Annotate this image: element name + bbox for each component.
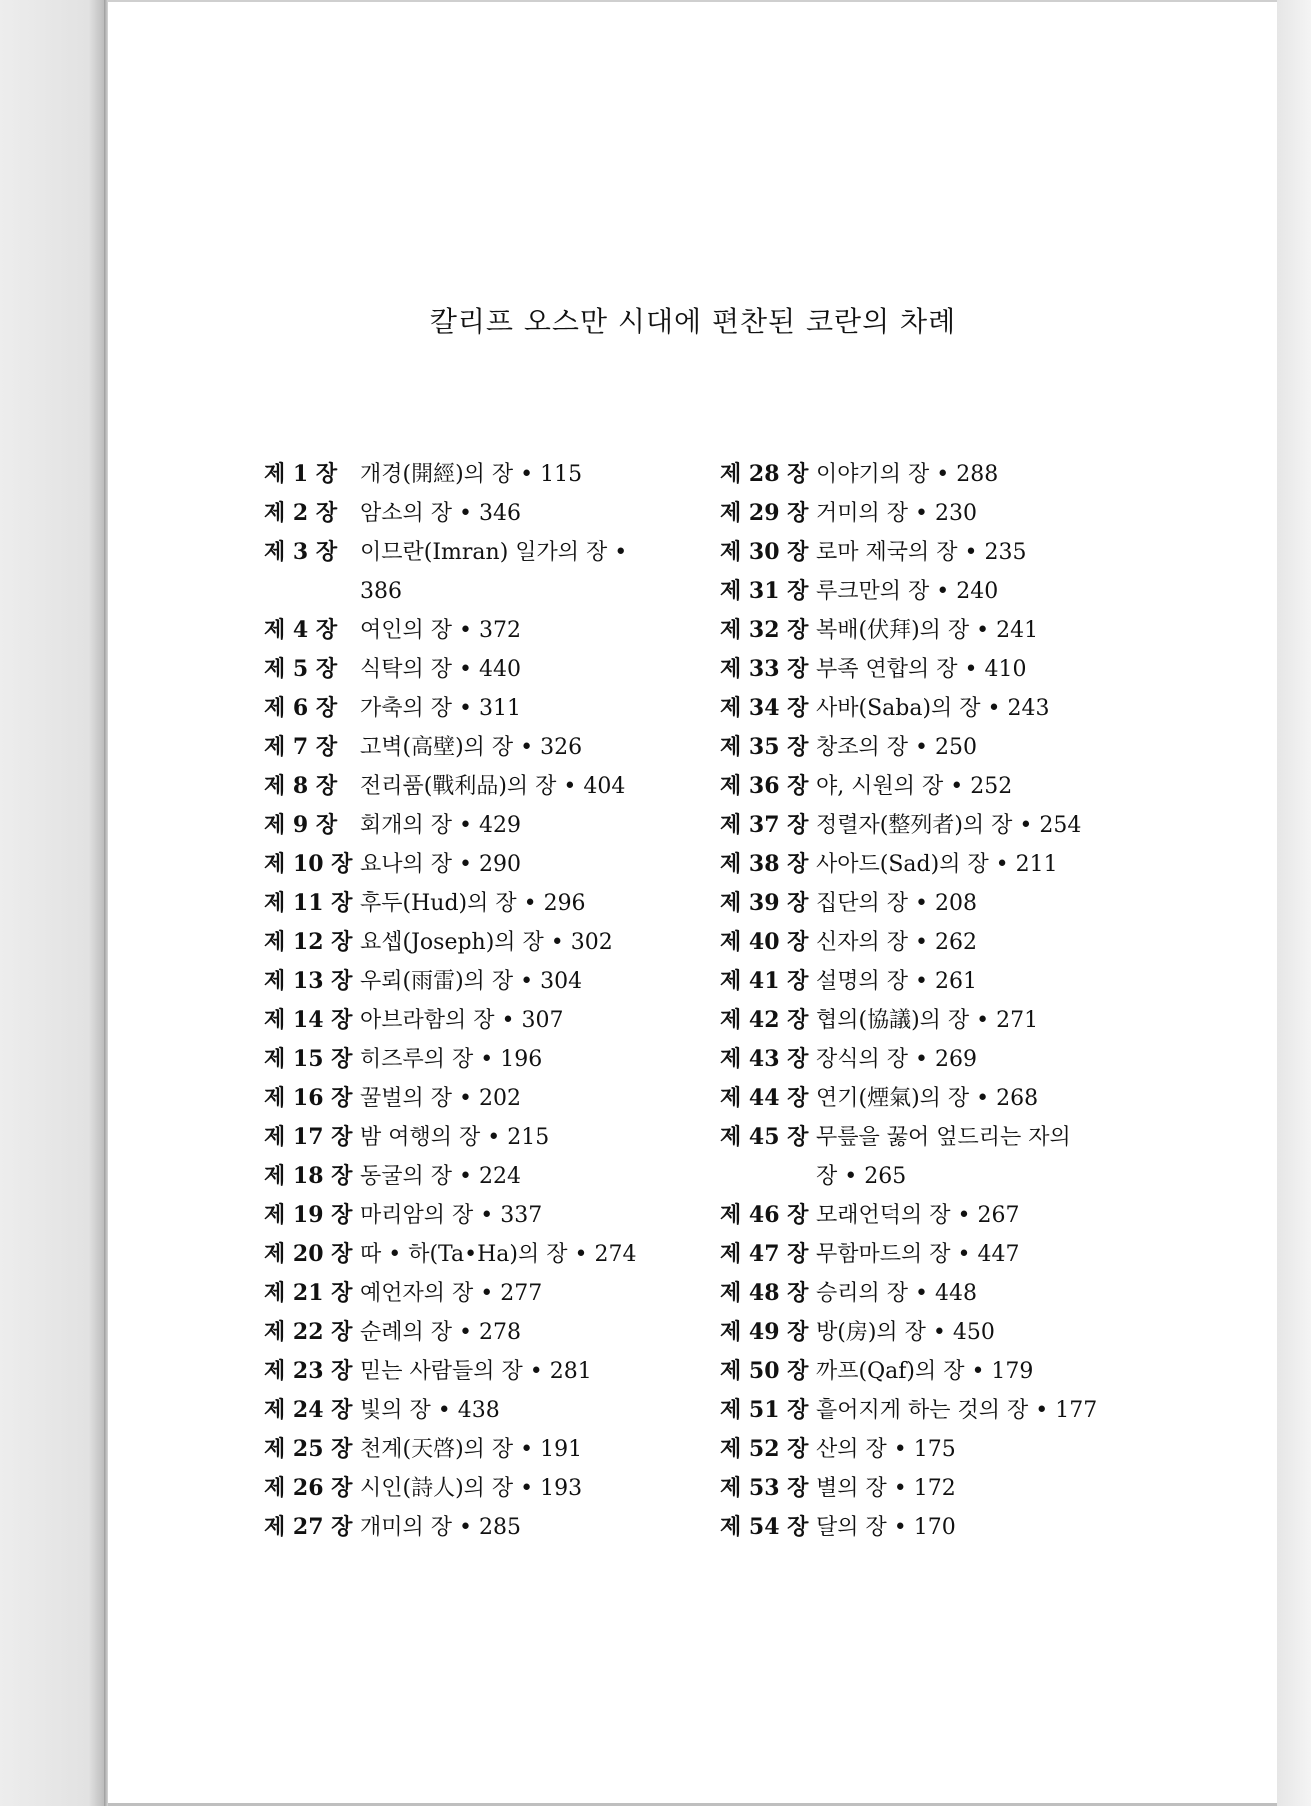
chapter-title: 루크만의 장 • 240 xyxy=(816,579,999,604)
toc-entry xyxy=(720,884,1140,923)
chapter-number: 제 33 장 xyxy=(720,656,809,682)
chapter-title: 야, 시원의 장 • 252 xyxy=(816,774,1013,799)
chapter-number: 제 16 장 xyxy=(264,1085,353,1111)
toc-entry xyxy=(264,1157,714,1196)
chapter-number: 제 4 장 xyxy=(264,617,338,643)
toc-entry xyxy=(720,455,1140,494)
toc-entry xyxy=(720,767,1140,806)
chapter-number: 제 43 장 xyxy=(720,1046,809,1072)
chapter-title: 사아드(Sad)의 장 • 211 xyxy=(816,852,1058,877)
chapter-title: 우뢰(雨雷)의 장 • 304 xyxy=(360,969,583,994)
chapter-title: 시인(詩人)의 장 • 193 xyxy=(360,1476,583,1501)
chapter-title: 로마 제국의 장 • 235 xyxy=(816,540,1027,565)
chapter-title: 승리의 장 • 448 xyxy=(816,1281,977,1306)
chapter-number: 제 48 장 xyxy=(720,1280,809,1306)
toc-entry xyxy=(264,533,714,572)
chapter-title: 식탁의 장 • 440 xyxy=(360,657,521,682)
chapter-title: 마리암의 장 • 337 xyxy=(360,1203,543,1228)
toc-entry xyxy=(720,1040,1140,1079)
toc-entry xyxy=(264,455,714,494)
chapter-number: 제 26 장 xyxy=(264,1475,353,1501)
chapter-number: 제 52 장 xyxy=(720,1436,809,1462)
toc-entry xyxy=(264,923,714,962)
toc-entry xyxy=(720,1001,1140,1040)
toc-entry xyxy=(264,689,714,728)
toc-entry xyxy=(264,884,714,923)
chapter-number: 제 54 장 xyxy=(720,1514,809,1540)
toc-left-column xyxy=(264,455,714,1547)
chapter-title: 정렬자(整列者)의 장 • 254 xyxy=(816,813,1082,838)
chapter-title: 요셉(Joseph)의 장 • 302 xyxy=(360,930,613,955)
toc-entry xyxy=(264,728,714,767)
chapter-number: 제 23 장 xyxy=(264,1358,353,1384)
chapter-title: 창조의 장 • 250 xyxy=(816,735,977,760)
toc-entry xyxy=(720,650,1140,689)
chapter-title: 복배(伏拜)의 장 • 241 xyxy=(816,618,1039,643)
chapter-number: 제 11 장 xyxy=(264,890,353,916)
toc-entry xyxy=(720,611,1140,650)
chapter-title: 부족 연합의 장 • 410 xyxy=(816,657,1027,682)
toc-entry xyxy=(720,1313,1140,1352)
chapter-number: 제 53 장 xyxy=(720,1475,809,1501)
chapter-title: 모래언덕의 장 • 267 xyxy=(816,1203,1020,1228)
chapter-title: 사바(Saba)의 장 • 243 xyxy=(816,696,1050,721)
chapter-number: 제 42 장 xyxy=(720,1007,809,1033)
toc-entry xyxy=(264,962,714,1001)
toc-entry xyxy=(264,1391,714,1430)
toc-entry xyxy=(720,728,1140,767)
chapter-number: 제 6 장 xyxy=(264,695,338,721)
chapter-number: 제 44 장 xyxy=(720,1085,809,1111)
chapter-title: 히즈루의 장 • 196 xyxy=(360,1047,543,1072)
chapter-title: 믿는 사람들의 장 • 281 xyxy=(360,1359,592,1384)
chapter-title: 예언자의 장 • 277 xyxy=(360,1281,543,1306)
toc-entry xyxy=(264,1508,714,1547)
page-title: 칼리프 오스만 시대에 편찬된 코란의 차례 xyxy=(429,305,957,338)
chapter-number: 제 10 장 xyxy=(264,851,353,877)
chapter-title: 무릎을 꿇어 엎드리는 자의 xyxy=(816,1125,1071,1150)
toc-entry xyxy=(720,962,1140,1001)
chapter-title: 장식의 장 • 269 xyxy=(816,1047,977,1072)
chapter-number: 제 37 장 xyxy=(720,812,809,838)
chapter-title: 이야기의 장 • 288 xyxy=(816,462,999,487)
toc-entry xyxy=(264,1196,714,1235)
toc-entry xyxy=(720,1079,1140,1118)
chapter-number: 제 24 장 xyxy=(264,1397,353,1423)
chapter-title: 밤 여행의 장 • 215 xyxy=(360,1125,550,1150)
chapter-number: 제 47 장 xyxy=(720,1241,809,1267)
toc-entry xyxy=(720,533,1140,572)
chapter-title: 따 • 하(Ta•Ha)의 장 • 274 xyxy=(360,1242,637,1267)
toc-entry xyxy=(264,806,714,845)
chapter-title: 흩어지게 하는 것의 장 • 177 xyxy=(816,1398,1098,1423)
toc-entry xyxy=(264,611,714,650)
chapter-title-continued: 386 xyxy=(360,579,402,604)
toc-entry xyxy=(264,1352,714,1391)
chapter-number: 제 36 장 xyxy=(720,773,809,799)
chapter-number: 제 39 장 xyxy=(720,890,809,916)
chapter-title: 설명의 장 • 261 xyxy=(816,969,977,994)
toc-entry xyxy=(264,1079,714,1118)
toc-entry xyxy=(720,1196,1140,1235)
chapter-number: 제 13 장 xyxy=(264,968,353,994)
toc-entry xyxy=(720,1430,1140,1469)
right-page-shadow xyxy=(1277,0,1311,1806)
chapter-number: 제 45 장 xyxy=(720,1124,809,1150)
chapter-number: 제 19 장 xyxy=(264,1202,353,1228)
chapter-title: 무함마드의 장 • 447 xyxy=(816,1242,1020,1267)
chapter-title: 꿀벌의 장 • 202 xyxy=(360,1086,521,1111)
chapter-title: 신자의 장 • 262 xyxy=(816,930,977,955)
chapter-number: 제 12 장 xyxy=(264,929,353,955)
chapter-number: 제 31 장 xyxy=(720,578,809,604)
chapter-number: 제 22 장 xyxy=(264,1319,353,1345)
chapter-number: 제 2 장 xyxy=(264,500,338,526)
chapter-title: 동굴의 장 • 224 xyxy=(360,1164,521,1189)
chapter-number: 제 49 장 xyxy=(720,1319,809,1345)
toc-entry xyxy=(720,923,1140,962)
chapter-number: 제 21 장 xyxy=(264,1280,353,1306)
chapter-number: 제 25 장 xyxy=(264,1436,353,1462)
toc-entry xyxy=(264,767,714,806)
page-top-border xyxy=(108,0,1278,2)
chapter-number: 제 28 장 xyxy=(720,461,809,487)
chapter-number: 제 50 장 xyxy=(720,1358,809,1384)
toc-entry xyxy=(264,1469,714,1508)
toc-entry xyxy=(720,1118,1140,1157)
chapter-title: 개경(開經)의 장 • 115 xyxy=(360,462,583,487)
toc-entry xyxy=(264,1274,714,1313)
chapter-title: 개미의 장 • 285 xyxy=(360,1515,521,1540)
chapter-title: 연기(煙氣)의 장 • 268 xyxy=(816,1086,1039,1111)
toc-entry xyxy=(264,1430,714,1469)
chapter-number: 제 46 장 xyxy=(720,1202,809,1228)
chapter-number: 제 3 장 xyxy=(264,539,338,565)
chapter-title: 요나의 장 • 290 xyxy=(360,852,521,877)
chapter-title: 빛의 장 • 438 xyxy=(360,1398,500,1423)
left-page-shadow xyxy=(0,0,104,1806)
page-edge xyxy=(104,0,108,1806)
chapter-title: 거미의 장 • 230 xyxy=(816,501,977,526)
toc-entry xyxy=(264,1040,714,1079)
chapter-number: 제 38 장 xyxy=(720,851,809,877)
chapter-number: 제 34 장 xyxy=(720,695,809,721)
chapter-title: 산의 장 • 175 xyxy=(816,1437,956,1462)
chapter-number: 제 27 장 xyxy=(264,1514,353,1540)
toc-entry xyxy=(264,650,714,689)
toc-entry xyxy=(720,1274,1140,1313)
toc-entry xyxy=(720,572,1140,611)
chapter-title: 달의 장 • 170 xyxy=(816,1515,956,1540)
chapter-title: 아브라함의 장 • 307 xyxy=(360,1008,564,1033)
toc-entry xyxy=(264,1313,714,1352)
chapter-title: 까프(Qaf)의 장 • 179 xyxy=(816,1359,1034,1384)
chapter-title: 별의 장 • 172 xyxy=(816,1476,956,1501)
chapter-title: 전리품(戰利品)의 장 • 404 xyxy=(360,774,626,799)
chapter-number: 제 14 장 xyxy=(264,1007,353,1033)
chapter-number: 제 15 장 xyxy=(264,1046,353,1072)
chapter-number: 제 9 장 xyxy=(264,812,338,838)
chapter-number: 제 1 장 xyxy=(264,461,338,487)
chapter-number: 제 8 장 xyxy=(264,773,338,799)
chapter-number: 제 20 장 xyxy=(264,1241,353,1267)
toc-entry xyxy=(720,845,1140,884)
chapter-number: 제 40 장 xyxy=(720,929,809,955)
toc-entry xyxy=(720,1469,1140,1508)
chapter-title: 방(房)의 장 • 450 xyxy=(816,1320,995,1345)
toc-entry xyxy=(720,1235,1140,1274)
chapter-title: 여인의 장 • 372 xyxy=(360,618,521,643)
chapter-title: 고벽(高壁)의 장 • 326 xyxy=(360,735,583,760)
chapter-number: 제 35 장 xyxy=(720,734,809,760)
chapter-number: 제 29 장 xyxy=(720,500,809,526)
chapter-number: 제 30 장 xyxy=(720,539,809,565)
chapter-title: 순례의 장 • 278 xyxy=(360,1320,521,1345)
chapter-title-continued: 장 • 265 xyxy=(816,1164,907,1189)
chapter-number: 제 17 장 xyxy=(264,1124,353,1150)
chapter-title: 후두(Hud)의 장 • 296 xyxy=(360,891,586,916)
chapter-number: 제 18 장 xyxy=(264,1163,353,1189)
chapter-number: 제 32 장 xyxy=(720,617,809,643)
toc-entry xyxy=(264,1118,714,1157)
toc-entry xyxy=(264,1235,714,1274)
toc-entry xyxy=(264,494,714,533)
chapter-number: 제 5 장 xyxy=(264,656,338,682)
chapter-title: 회개의 장 • 429 xyxy=(360,813,521,838)
chapter-title: 집단의 장 • 208 xyxy=(816,891,977,916)
toc-entry xyxy=(720,806,1140,845)
toc-entry xyxy=(264,845,714,884)
chapter-number: 제 51 장 xyxy=(720,1397,809,1423)
toc-entry xyxy=(720,494,1140,533)
chapter-title: 이므란(Imran) 일가의 장 • xyxy=(360,540,628,565)
chapter-number: 제 7 장 xyxy=(264,734,338,760)
toc-entry xyxy=(264,1001,714,1040)
chapter-title: 암소의 장 • 346 xyxy=(360,501,521,526)
toc-entry xyxy=(720,1508,1140,1547)
chapter-number: 제 41 장 xyxy=(720,968,809,994)
chapter-title: 천계(天啓)의 장 • 191 xyxy=(360,1437,583,1462)
toc-entry xyxy=(720,1352,1140,1391)
toc-right-column xyxy=(720,455,1140,1547)
chapter-title: 협의(協議)의 장 • 271 xyxy=(816,1008,1039,1033)
toc-entry xyxy=(720,689,1140,728)
chapter-title: 가축의 장 • 311 xyxy=(360,696,521,721)
toc-entry xyxy=(720,1391,1140,1430)
